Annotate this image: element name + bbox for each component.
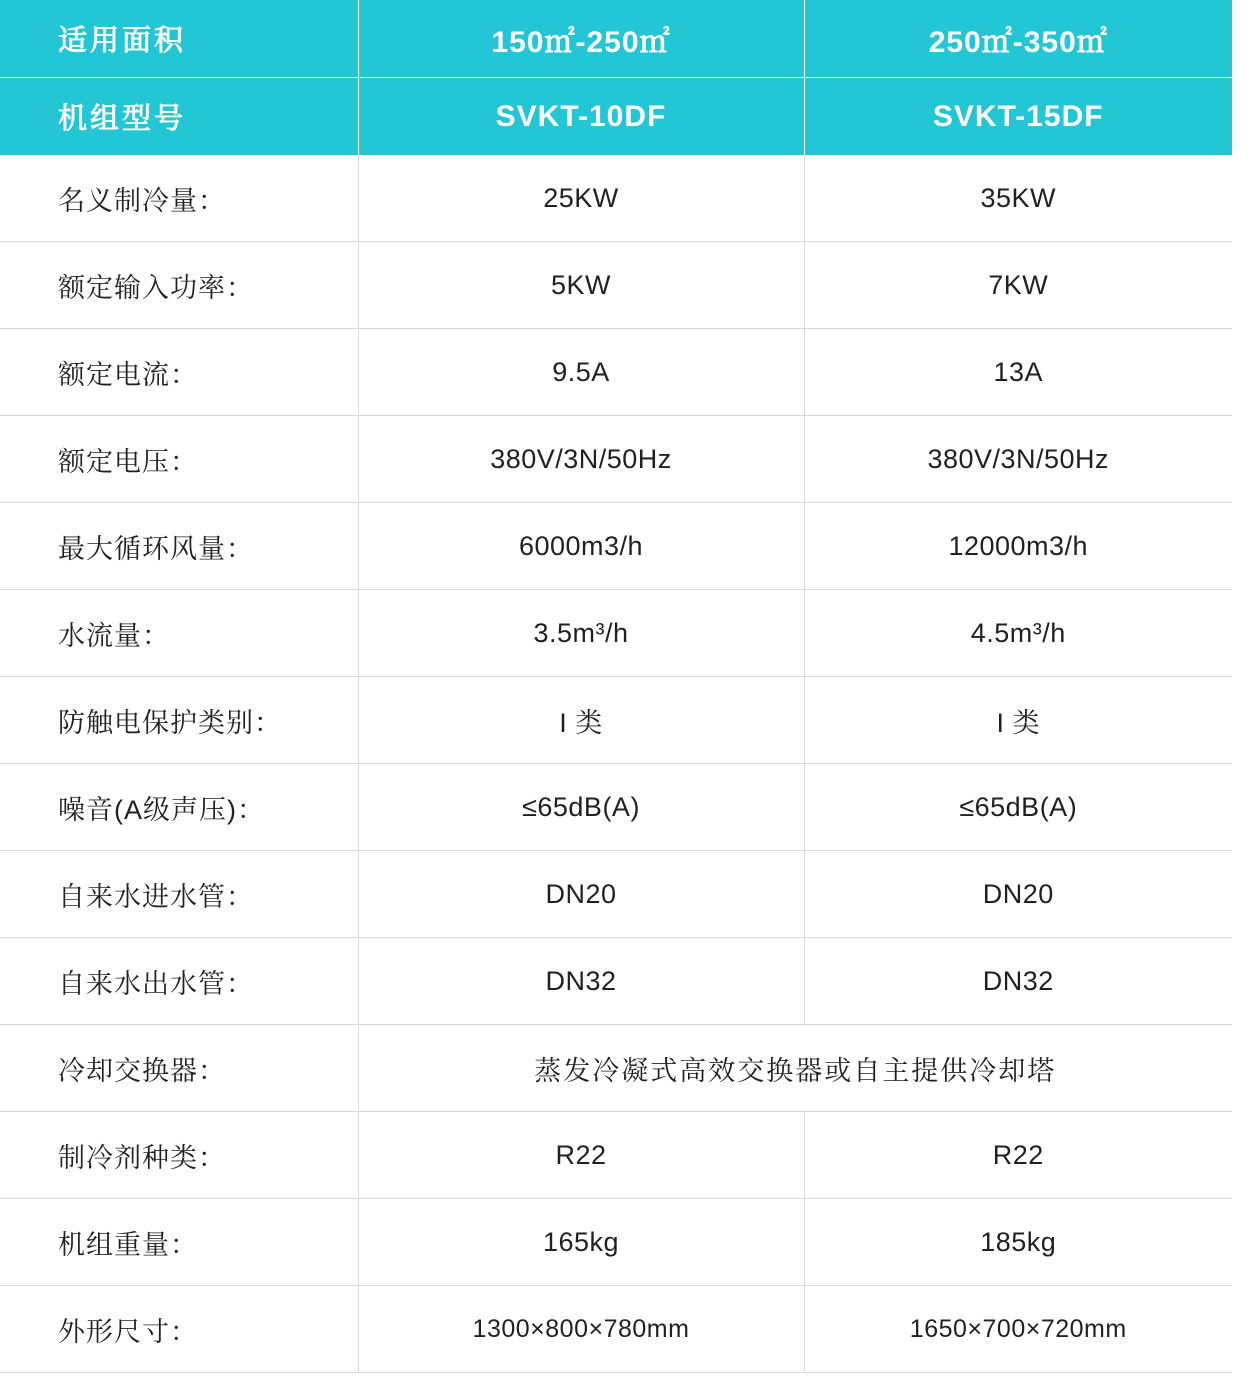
row-value-2: 380V/3N/50Hz <box>804 416 1232 503</box>
header-label-model: 机组型号 <box>0 78 358 156</box>
row-value-1: 165kg <box>358 1199 804 1286</box>
table-row <box>0 503 1232 590</box>
row-label: 噪音(A级声压)： <box>0 764 358 851</box>
row-label: 额定输入功率： <box>0 242 358 329</box>
row-value-2: 4.5m³/h <box>804 590 1232 677</box>
row-value-1: 5KW <box>358 242 804 329</box>
table-row <box>0 851 1232 938</box>
table-row <box>0 1112 1232 1199</box>
table-row <box>0 1286 1232 1373</box>
table-row <box>0 764 1232 851</box>
row-label: 外形尺寸： <box>0 1286 358 1373</box>
table-row-merged <box>0 1025 1232 1112</box>
row-label: 额定电压： <box>0 416 358 503</box>
row-value-1: DN32 <box>358 938 804 1025</box>
row-value-1: 6000m3/h <box>358 503 804 590</box>
table-header-row-model <box>0 78 1232 156</box>
row-value-2: ≤65dB(A) <box>804 764 1232 851</box>
header-value-area-model-2: 250㎡-350㎡ <box>804 0 1232 78</box>
row-value-2: I 类 <box>804 677 1232 764</box>
row-value-1: DN20 <box>358 851 804 938</box>
row-value-2: 13A <box>804 329 1232 416</box>
row-label: 自来水进水管： <box>0 851 358 938</box>
row-value-1: I 类 <box>358 677 804 764</box>
table-row <box>0 242 1232 329</box>
row-label: 防触电保护类别： <box>0 677 358 764</box>
table-row <box>0 590 1232 677</box>
table-row <box>0 938 1232 1025</box>
row-value-1: 380V/3N/50Hz <box>358 416 804 503</box>
row-value-2: 1650×700×720mm <box>804 1286 1232 1373</box>
row-value-2: 12000m3/h <box>804 503 1232 590</box>
row-value-1: ≤65dB(A) <box>358 764 804 851</box>
row-value-2: DN32 <box>804 938 1232 1025</box>
row-value-1: 3.5m³/h <box>358 590 804 677</box>
row-value-1: 25KW <box>358 155 804 242</box>
row-value-2: 7KW <box>804 242 1232 329</box>
row-value-2: R22 <box>804 1112 1232 1199</box>
row-value-2: 185kg <box>804 1199 1232 1286</box>
row-label: 自来水出水管： <box>0 938 358 1025</box>
header-value-model-1: SVKT-10DF <box>358 78 804 156</box>
table-row <box>0 416 1232 503</box>
row-label: 机组重量： <box>0 1199 358 1286</box>
table-row <box>0 155 1232 242</box>
row-value-1: 9.5A <box>358 329 804 416</box>
row-value-1: R22 <box>358 1112 804 1199</box>
row-value-2: 35KW <box>804 155 1232 242</box>
row-label: 冷却交换器： <box>0 1025 358 1112</box>
row-label: 名义制冷量： <box>0 155 358 242</box>
row-label: 最大循环风量： <box>0 503 358 590</box>
row-label: 制冷剂种类： <box>0 1112 358 1199</box>
row-value-1: 1300×800×780mm <box>358 1286 804 1373</box>
header-value-model-2: SVKT-15DF <box>804 78 1232 156</box>
table-row <box>0 329 1232 416</box>
header-value-area-model-1: 150㎡-250㎡ <box>358 0 804 78</box>
header-label-area: 适用面积 <box>0 0 358 78</box>
table-row <box>0 677 1232 764</box>
row-label: 额定电流： <box>0 329 358 416</box>
row-label: 水流量： <box>0 590 358 677</box>
row-value-merged: 蒸发冷凝式高效交换器或自主提供冷却塔 <box>358 1025 1232 1112</box>
row-value-2: DN20 <box>804 851 1232 938</box>
table-header-row-area <box>0 0 1232 78</box>
table-row <box>0 1199 1232 1286</box>
